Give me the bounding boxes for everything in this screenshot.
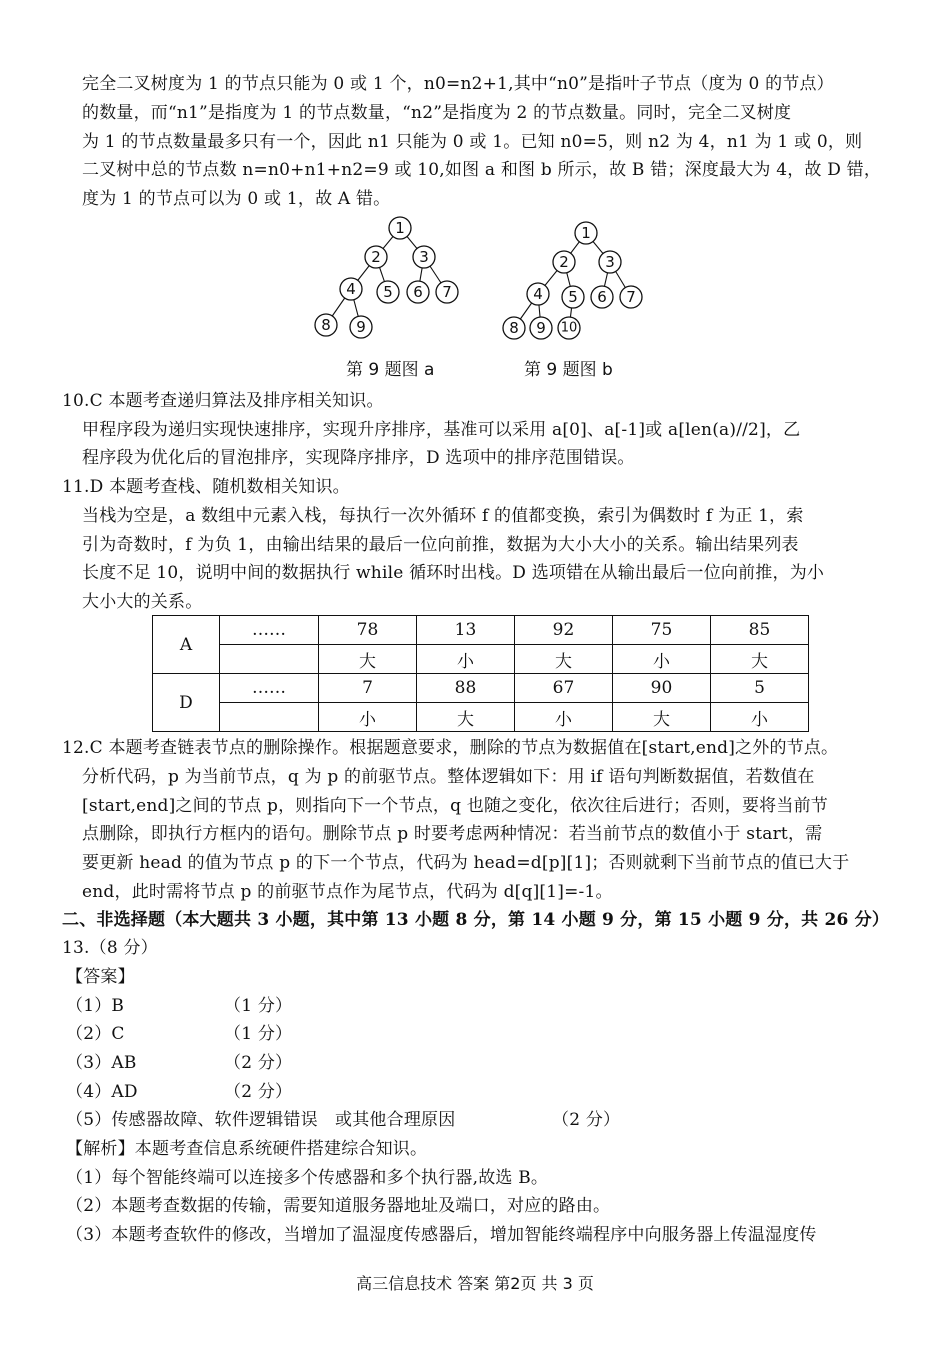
tree-b-node: 10 — [560, 320, 578, 336]
answer-item: （2）C — [66, 1024, 125, 1044]
q10-line-2: 程序段为优化后的冒泡排序，实现降序排序，D 选项中的排序范围错误。 — [82, 448, 635, 468]
size-cell: 小 — [319, 703, 417, 732]
analysis-line-1: （1）每个智能终端可以连接多个传感器和多个执行器,故选 B。 — [66, 1168, 549, 1188]
table-row — [153, 674, 809, 703]
q11-line-2: 引为奇数时，f 为负 1，由输出结果的最后一位向前推，数据为大小大小的关系。输出结果列表 — [82, 535, 799, 555]
value-cell: 13 — [417, 616, 515, 645]
q11-heading: 11.D 本题考查栈、随机数相关知识。 — [62, 477, 350, 497]
tree-a-node: 4 — [346, 280, 356, 298]
q13-heading: 13.（8 分） — [62, 938, 158, 958]
tree-b-node: 5 — [568, 288, 578, 306]
q10-heading: 10.C 本题考查递归算法及排序相关知识。 — [62, 391, 384, 411]
answer-score: （1 分） — [224, 996, 293, 1016]
q12-line-2: 分析代码，p 为当前节点，q 为 p 的前驱节点。整体逻辑如下：用 if 语句判断数据值，若数值在 — [82, 767, 815, 787]
size-cell: 小 — [613, 645, 711, 674]
value-cell: 85 — [711, 616, 809, 645]
value-cell: 5 — [711, 674, 809, 703]
q12-line-6: end，此时需将节点 p 的前驱节点作为尾节点，代码为 d[q][1]=-1。 — [82, 882, 613, 902]
q11-line-1: 当栈为空是，a 数组中元素入栈，每执行一次外循环 f 的值都变换，索引为偶数时 f 为正 1，索 — [82, 506, 804, 526]
row-label-d: D — [153, 674, 220, 732]
answer-item: （4）AD — [66, 1082, 138, 1102]
table-row — [153, 703, 809, 732]
empty-cell — [220, 703, 319, 732]
size-cell: 小 — [711, 703, 809, 732]
value-cell: 88 — [417, 674, 515, 703]
q12-line-1: 12.C 本题考查链表节点的删除操作。根据题意要求，删除的节点为数据值在[start,end]之外的节点。 — [62, 738, 839, 758]
size-cell: 大 — [613, 703, 711, 732]
analysis-heading: 【解析】本题考查信息系统硬件搭建综合知识。 — [66, 1139, 428, 1159]
tree-b-node: 6 — [597, 288, 607, 306]
tree-a-node: 7 — [442, 283, 452, 301]
q12-line-4: 点删除，即执行方框内的语句。删除节点 p 时要考虑两种情况：若当前节点的数值小于 start，需 — [82, 824, 823, 844]
binary-tree-figure-b — [490, 215, 660, 350]
answer-item: （1）B — [66, 996, 125, 1016]
empty-cell — [220, 645, 319, 674]
value-cell: 67 — [515, 674, 613, 703]
stack-output-table — [152, 615, 809, 732]
intro-line-2: 的数量，而“n1”是指度为 1 的节点数量，“n2”是指度为 2 的节点数量。同时，完全二叉树度 — [82, 103, 792, 123]
answer-score: （2 分） — [224, 1053, 293, 1073]
tree-b-node: 3 — [605, 253, 615, 271]
section-2-title: 二、非选择题（本大题共 3 小题，其中第 13 小题 8 分，第 14 小题 9 分，第 15 小题 9 分，共 26 分） — [62, 910, 890, 930]
tree-a-node: 2 — [371, 248, 381, 266]
intro-line-4: 二叉树中总的节点数 n=n0+n1+n2=9 或 10,如图 a 和图 b 所示，故 B 错；深度最大为 4，故 D 错， — [82, 160, 882, 180]
q11-line-4: 大小大的关系。 — [82, 592, 203, 612]
answer-item: （3）AB — [66, 1053, 137, 1073]
tree-b-node: 4 — [533, 285, 543, 303]
size-cell: 大 — [711, 645, 809, 674]
tree-a-node: 3 — [419, 248, 429, 266]
size-cell: 大 — [417, 703, 515, 732]
q12-line-5: 要更新 head 的值为节点 p 的下一个节点，代码为 head=d[p][1]；否则就剩下当前节点的值已大于 — [82, 853, 850, 873]
table-row — [153, 645, 809, 674]
tree-b-node: 9 — [536, 319, 546, 337]
intro-line-1: 完全二叉树度为 1 的节点只能为 0 或 1 个，n0=n2+1,其中“n0”是指叶子节点（度为 0 的节点） — [82, 74, 834, 94]
ellipsis-cell: …… — [220, 616, 319, 645]
page-footer: 高三信息技术 答案 第2页 共 3 页 — [356, 1274, 594, 1293]
tree-a-node: 8 — [321, 316, 331, 334]
size-cell: 小 — [515, 703, 613, 732]
size-cell: 大 — [515, 645, 613, 674]
tree-a-node: 1 — [395, 219, 405, 237]
analysis-line-3: （3）本题考查软件的修改，当增加了温湿度传感器后，增加智能终端程序中向服务器上传温湿度传 — [66, 1225, 817, 1245]
q12-line-3: [start,end]之间的节点 p，则指向下一个节点，q 也随之变化，依次往后进行；否则，要将当前节 — [82, 796, 828, 816]
size-cell: 小 — [417, 645, 515, 674]
q10-line-1: 甲程序段为递归实现快速排序，实现升序排序，基准可以采用 a[0]、a[-1]或 a[len(a)//2]，乙 — [82, 420, 801, 440]
value-cell: 7 — [319, 674, 417, 703]
value-cell: 92 — [515, 616, 613, 645]
tree-b-node: 8 — [509, 319, 519, 337]
value-cell: 75 — [613, 616, 711, 645]
row-label-a: A — [153, 616, 220, 674]
tree-b-node: 7 — [626, 288, 636, 306]
ellipsis-cell: …… — [220, 674, 319, 703]
intro-line-5: 度为 1 的节点可以为 0 或 1，故 A 错。 — [82, 189, 391, 209]
value-cell: 78 — [319, 616, 417, 645]
answer-score: （1 分） — [224, 1024, 293, 1044]
size-cell: 大 — [319, 645, 417, 674]
answer-item-5: （5）传感器故障、软件逻辑错误 或其他合理原因 — [66, 1110, 456, 1130]
q11-line-3: 长度不足 10，说明中间的数据执行 while 循环时出栈。D 选项错在从输出最后一位向前推，为小 — [82, 563, 825, 583]
answer-score-5: （2 分） — [552, 1110, 621, 1130]
table-row — [153, 616, 809, 645]
analysis-line-2: （2）本题考查数据的传输，需要知道服务器地址及端口，对应的路由。 — [66, 1196, 611, 1216]
figure-b-caption: 第 9 题图 b — [524, 360, 613, 380]
tree-a-node: 5 — [383, 283, 393, 301]
answer-label: 【答案】 — [66, 967, 135, 987]
tree-b-node: 2 — [559, 253, 569, 271]
binary-tree-figure-a — [300, 210, 480, 345]
tree-b-node: 1 — [581, 224, 591, 242]
intro-line-3: 为 1 的节点数量最多只有一个，因此 n1 只能为 0 或 1。已知 n0=5，则 n2 为 4，n1 为 1 或 0，则 — [82, 132, 863, 152]
tree-a-node: 6 — [413, 283, 423, 301]
tree-a-node: 9 — [356, 318, 366, 336]
answer-score: （2 分） — [224, 1082, 293, 1102]
figure-a-caption: 第 9 题图 a — [346, 360, 435, 380]
value-cell: 90 — [613, 674, 711, 703]
